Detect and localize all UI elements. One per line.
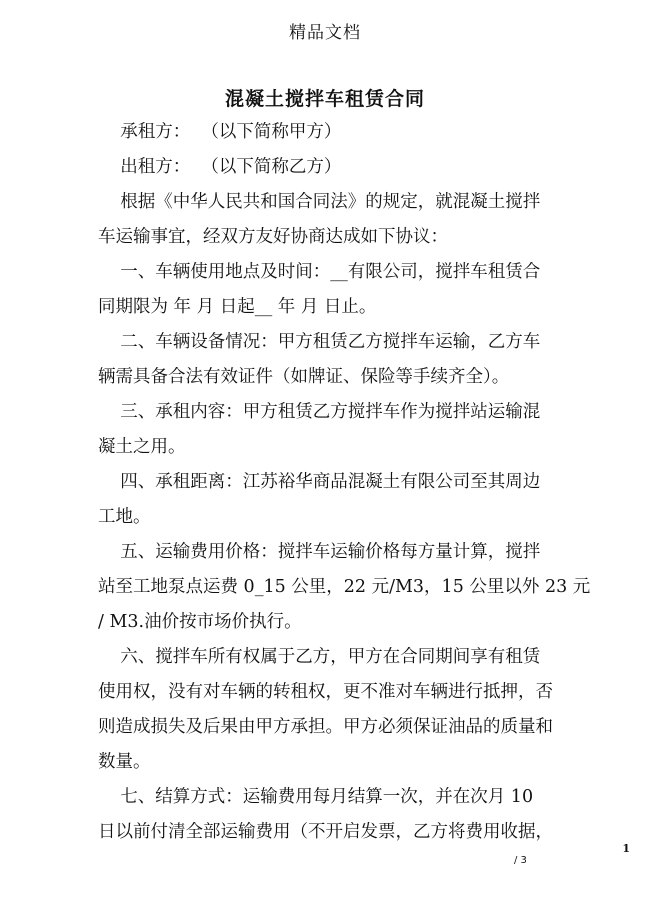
text-line: 三、承租内容：甲方租赁乙方搅拌车作为搅拌站运输混 [98,402,541,422]
text-line: 同期限为 年 月 日起__ 年 月 日止。 [98,297,377,317]
text-line: 二、车辆设备情况：甲方租赁乙方搅拌车运输，乙方车 [98,332,541,352]
text-line: 工地。 [98,507,151,527]
text-line: 一、车辆使用地点及时间：__有限公司，搅拌车租赁合 [98,262,541,282]
text-line: 则造成损失及后果由甲方承担。甲方必须保证油品的质量和 [98,717,553,737]
text-line: 根据《中华人民共和国合同法》的规定，就混凝土搅拌 [98,192,541,212]
text-line: / M3.油价按市场价执行。 [98,612,302,632]
contract-title: 混凝土搅拌车租赁合同 [224,88,425,110]
text-line: 日以前付清全部运输费用（不开启发票，乙方将费用收据， [98,822,553,842]
text-line: 数量。 [98,752,151,772]
text-line: 车运输事宜，经双方友好协商达成如下协议： [98,227,448,247]
document-header: 精品文档 [289,23,361,43]
text-line: 六、搅拌车所有权属于乙方，甲方在合同期间享有租赁 [98,647,541,667]
text-line: 出租方： （以下简称乙方） [98,157,342,177]
text-line: 辆需具备合法有效证件（如牌证、保险等手续齐全）。 [98,367,510,387]
contract-body [98,115,591,850]
text-line: 四、承租距离：江苏裕华商品混凝土有限公司至其周边 [98,472,541,492]
text-line: 使用权，没有对车辆的转租权，更不准对车辆进行抵押，否 [98,682,553,702]
text-line: 凝土之用。 [98,437,186,457]
page-number: 1 [622,842,630,855]
text-line: 五、运输费用价格：搅拌车运输价格每方量计算，搅拌 [98,542,541,562]
text-line: 七、结算方式：运输费用每月结算一次，并在次月 10 [98,787,534,807]
text-line: 承租方： （以下简称甲方） [98,122,342,142]
page-count: / 3 [514,855,527,866]
text-line: 站至工地泵点运费 0_15 公里，22 元/M3，15 公里以外 23 元 [98,577,591,597]
